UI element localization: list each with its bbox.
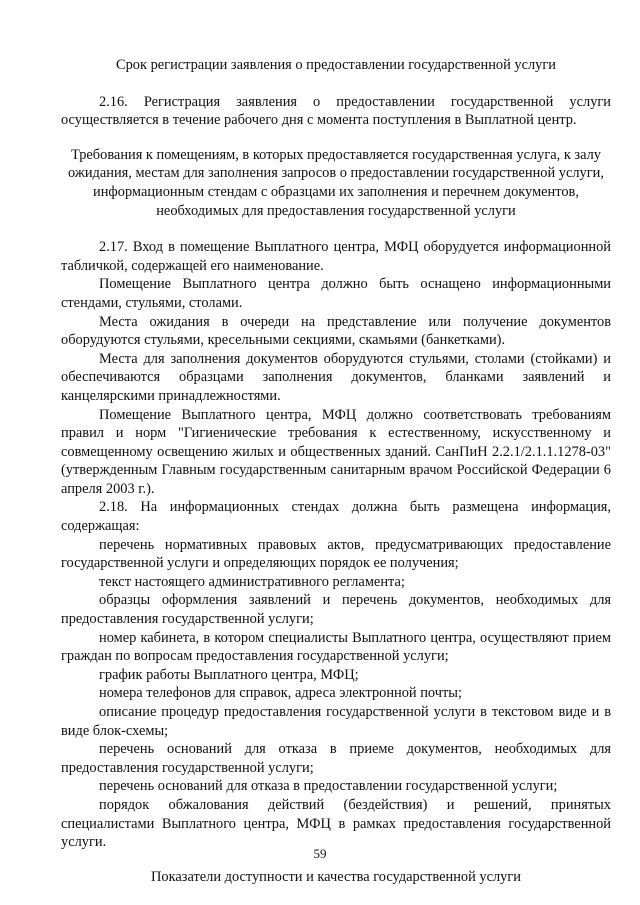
paragraph-sanitary-norms: Помещение Выплатного центра, МФЦ должно соответствовать требованиям правил и норм "Гигиенические требования к естественному, искусственному и совмещенному освещению жилых и общественных зданий. СанПиН 2.2.1/2.1.1.1278-03" (утвержденным Главным государственным санитарным врачом Российской Федерации 6 апреля 2003 г.).: [61, 406, 611, 497]
section-heading-quality-indicators: Показатели доступности и качества государственной услуги: [151, 868, 521, 885]
list-item-regulation-text: текст настоящего административного регламента;: [99, 573, 405, 590]
list-item-refusal-reception: перечень оснований для отказа в приеме документов, необходимых для предоставления государственной услуги;: [61, 741, 611, 776]
section-heading-premises-requirements: Требования к помещениям, в которых предоставляется государственная услуга, к залу ожидания, местам для заполнения запросов о предоставлении государственной услуги, информационным стендам с образцами их заполнения и перечнем документов, необходимых для предоставления государственной услуги: [68, 146, 604, 219]
paragraph-2-16: 2.16. Регистрация заявления о предоставлении государственной услуги осуществляется в течение рабочего дня с момента поступления в Выплатной центр.: [61, 93, 611, 129]
list-item-work-schedule: график работы Выплатного центра, МФЦ;: [99, 666, 359, 683]
document-page: [61, 56, 611, 886]
page-number: 59: [313, 846, 327, 861]
list-item-sample-forms: образцы оформления заявлений и перечень документов, необходимых для предоставления государственной услуги;: [61, 592, 611, 628]
list-item-office-number: номер кабинета, в котором специалисты Выплатного центра, осуществляют прием граждан по вопросам предоставления государственной услуги;: [61, 629, 611, 665]
list-item-appeal-procedure: порядок обжалования действий (бездействия) и решений, принятых специалистами Выплатного центра, МФЦ в рамках предоставления государственной услуги.: [61, 796, 611, 851]
paragraph-premises-equipment: Помещение Выплатного центра должно быть оснащено информационными стендами, стульями, столами.: [61, 276, 611, 311]
list-item-phone-numbers: номера телефонов для справок, адреса электронной почты;: [99, 685, 462, 702]
paragraph-waiting-area: Места ожидания в очереди на представление или получение документов оборудуются стульями, кресельными секциями, скамьями (банкетками).: [61, 313, 611, 349]
list-item-procedure-description: описание процедур предоставления государственной услуги в текстовом виде и в виде блок-схемы;: [61, 704, 611, 739]
list-item-refusal-service: перечень оснований для отказа в предоставлении государственной услуги;: [99, 778, 558, 795]
section-heading-registration-period: Срок регистрации заявления о предоставлении государственной услуги: [116, 57, 556, 73]
paragraph-2-17: 2.17. Вход в помещение Выплатного центра, МФЦ оборудуется информационной табличкой, содержащей его наименование.: [61, 239, 611, 274]
paragraph-filling-area: Места для заполнения документов оборудуются стульями, столами (стойками) и обеспечиваются образцами заполнения документов, бланками заявлений и канцелярскими принадлежностями.: [61, 350, 611, 404]
paragraph-2-18: 2.18. На информационных стендах должна быть размещена информация, содержащая:: [61, 499, 611, 535]
list-item-legal-acts: перечень нормативных правовых актов, предусматривающих предоставление государственной услуги и определяющих порядок ее получения;: [61, 536, 611, 572]
